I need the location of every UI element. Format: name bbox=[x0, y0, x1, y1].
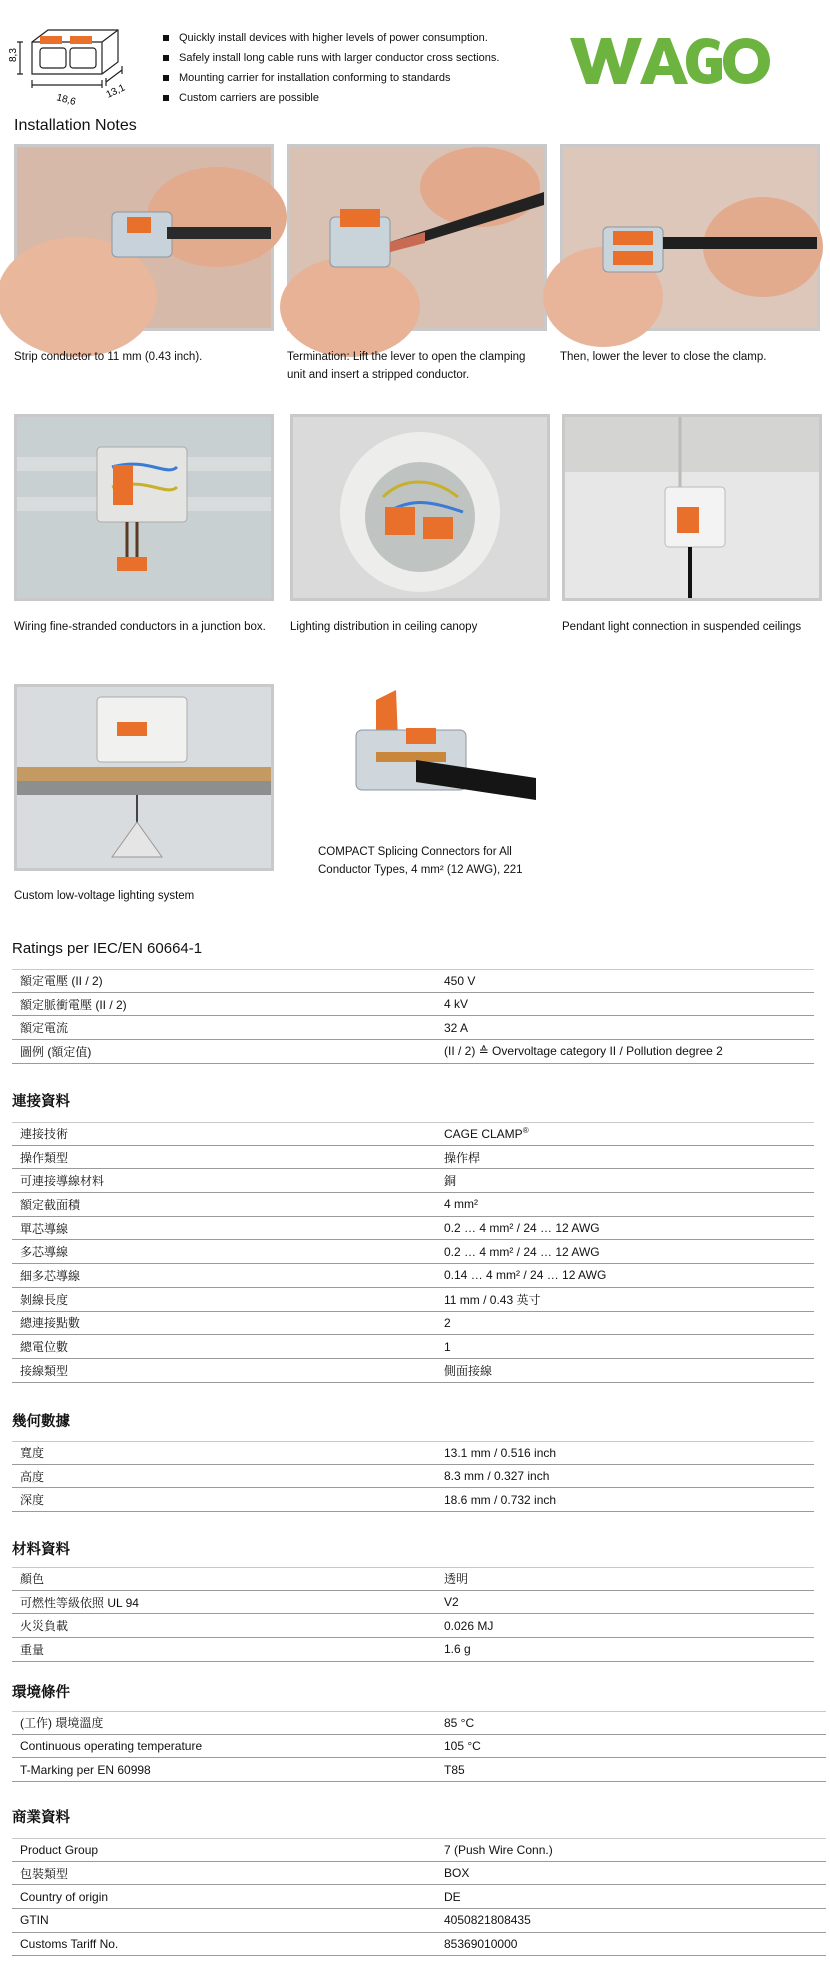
spec-label: 連接技術 bbox=[20, 1127, 69, 1142]
spec-label: 多芯導線 bbox=[20, 1245, 69, 1260]
commercial-title: 商業資料 bbox=[12, 1810, 70, 1826]
spec-label: 可連接導線材料 bbox=[20, 1174, 105, 1189]
table-row bbox=[12, 1441, 814, 1465]
table-row bbox=[12, 1169, 814, 1193]
geometry-table bbox=[12, 1441, 814, 1512]
spec-label: 顏色 bbox=[20, 1572, 45, 1587]
photo-junction-box bbox=[14, 414, 274, 601]
spec-label: 深度 bbox=[20, 1493, 45, 1508]
spec-label: 單芯導線 bbox=[20, 1221, 69, 1236]
connection-table bbox=[12, 1122, 814, 1383]
material-title: 材料資料 bbox=[12, 1542, 70, 1558]
spec-value: 13.1 mm / 0.516 inch bbox=[444, 1445, 557, 1460]
spec-value: (II / 2) ≙ Overvoltage category II / Pollution degree 2 bbox=[444, 1044, 723, 1059]
feature-item: Safely install long cable runs with larger conductor cross sections. bbox=[163, 48, 499, 68]
spec-value: 銅 bbox=[444, 1174, 457, 1189]
environment-table bbox=[12, 1711, 826, 1782]
table-row bbox=[12, 1122, 814, 1146]
material-table bbox=[12, 1567, 814, 1662]
spec-value: 105 °C bbox=[444, 1739, 481, 1754]
table-row bbox=[12, 1909, 826, 1933]
connector-dimension-drawing bbox=[10, 22, 140, 106]
wago-logo bbox=[570, 32, 770, 90]
spec-value: 4050821808435 bbox=[444, 1913, 531, 1928]
table-row bbox=[12, 1838, 826, 1862]
table-row bbox=[12, 1488, 814, 1512]
photo-strip-conductor bbox=[14, 144, 274, 331]
table-row bbox=[12, 1264, 814, 1288]
spec-label: Country of origin bbox=[20, 1889, 109, 1904]
photo-close-clamp bbox=[560, 144, 820, 331]
spec-value: 0.026 MJ bbox=[444, 1618, 494, 1633]
spec-value: 8.3 mm / 0.327 inch bbox=[444, 1469, 550, 1484]
spec-label: Customs Tariff No. bbox=[20, 1937, 119, 1952]
spec-label: 細多芯導線 bbox=[20, 1268, 81, 1283]
spec-value: 1 bbox=[444, 1339, 451, 1354]
feature-item: Mounting carrier for installation conforming to standards bbox=[163, 68, 499, 88]
spec-label: Product Group bbox=[20, 1842, 99, 1857]
spec-label: 寬度 bbox=[20, 1446, 45, 1461]
table-row bbox=[12, 1591, 814, 1615]
spec-label: 額定電壓 (II / 2) bbox=[20, 974, 103, 989]
commercial-table bbox=[12, 1838, 826, 1956]
table-row bbox=[12, 1638, 814, 1662]
table-row bbox=[12, 1862, 826, 1886]
spec-label: 額定電流 bbox=[20, 1021, 69, 1036]
caption-termination: Termination: Lift the lever to open the clamping unit and insert a stripped conductor. bbox=[287, 351, 526, 381]
feature-item: Custom carriers are possible bbox=[163, 88, 499, 108]
caption-junction-box: Wiring fine-stranded conductors in a junction box. bbox=[14, 621, 266, 633]
spec-value: 4 kV bbox=[444, 997, 469, 1012]
spec-value: 0.14 … 4 mm² / 24 … 12 AWG bbox=[444, 1268, 607, 1283]
spec-label: 總電位數 bbox=[20, 1340, 69, 1355]
spec-label: T-Marking per EN 60998 bbox=[20, 1762, 151, 1777]
table-row bbox=[12, 1465, 814, 1489]
spec-value: V2 bbox=[444, 1595, 459, 1610]
photo-compact-connector bbox=[336, 690, 544, 814]
dim-width-label: 13,1 bbox=[104, 82, 127, 101]
spec-value: 4 mm² bbox=[444, 1197, 478, 1212]
table-row bbox=[12, 1359, 814, 1383]
spec-label: 重量 bbox=[20, 1642, 45, 1657]
spec-label: 操作類型 bbox=[20, 1150, 69, 1165]
spec-label: 高度 bbox=[20, 1469, 45, 1484]
table-row bbox=[12, 1288, 814, 1312]
spec-value: 操作桿 bbox=[444, 1150, 481, 1165]
spec-value: 18.6 mm / 0.732 inch bbox=[444, 1492, 557, 1507]
table-row bbox=[12, 1016, 814, 1040]
photo-ceiling-canopy bbox=[290, 414, 550, 601]
spec-label: 包裝類型 bbox=[20, 1866, 69, 1881]
spec-value: 450 V bbox=[444, 973, 476, 988]
dim-length-label: 18,6 bbox=[55, 92, 77, 108]
spec-label: 總連接點數 bbox=[20, 1316, 81, 1331]
caption-ceiling-canopy: Lighting distribution in ceiling canopy bbox=[290, 621, 478, 633]
table-row bbox=[12, 1885, 826, 1909]
spec-value: 11 mm / 0.43 英寸 bbox=[444, 1292, 541, 1307]
photo-low-voltage-lighting bbox=[14, 684, 274, 871]
caption-compact-connector: COMPACT Splicing Connectors for All Conductor Types, 4 mm² (12 AWG), 221 bbox=[318, 846, 523, 876]
cage-clamp-text: CAGE CLAMP bbox=[444, 1127, 523, 1142]
spec-label: Continuous operating temperature bbox=[20, 1739, 203, 1754]
spec-value: 0.2 … 4 mm² / 24 … 12 AWG bbox=[444, 1221, 600, 1236]
ratings-table bbox=[12, 969, 814, 1064]
table-row bbox=[12, 1312, 814, 1336]
table-row bbox=[12, 1711, 826, 1735]
table-row bbox=[12, 1614, 814, 1638]
registered-mark: ® bbox=[522, 1126, 529, 1136]
table-row bbox=[12, 1240, 814, 1264]
spec-value: 32 A bbox=[444, 1020, 469, 1035]
spec-value: 2 bbox=[444, 1315, 451, 1330]
table-row bbox=[12, 1567, 814, 1591]
table-row bbox=[12, 1758, 826, 1782]
ratings-title: Ratings per IEC/EN 60664-1 bbox=[12, 940, 203, 957]
spec-value: 0.2 … 4 mm² / 24 … 12 AWG bbox=[444, 1244, 600, 1259]
spec-label: GTIN bbox=[20, 1913, 49, 1928]
connection-title: 連接資料 bbox=[12, 1094, 70, 1110]
spec-label: 額定脈衝電壓 (II / 2) bbox=[20, 997, 127, 1012]
table-row bbox=[12, 1040, 814, 1064]
spec-value: DE bbox=[444, 1889, 461, 1904]
spec-label: 接線類型 bbox=[20, 1363, 69, 1378]
feature-item: Quickly install devices with higher levels of power consumption. bbox=[163, 28, 499, 48]
spec-value: 7 (Push Wire Conn.) bbox=[444, 1842, 553, 1857]
spec-label: (工作) 環境溫度 bbox=[20, 1716, 104, 1731]
spec-value: 85369010000 bbox=[444, 1937, 518, 1952]
caption-low-voltage: Custom low-voltage lighting system bbox=[14, 890, 195, 902]
spec-value: 透明 bbox=[444, 1572, 469, 1587]
table-row bbox=[12, 1193, 814, 1217]
spec-label: 額定截面積 bbox=[20, 1197, 81, 1212]
feature-list bbox=[163, 28, 499, 108]
spec-value: 1.6 g bbox=[444, 1642, 471, 1657]
spec-value: T85 bbox=[444, 1762, 465, 1777]
table-row bbox=[12, 1217, 814, 1241]
spec-label: 可燃性等級依照 UL 94 bbox=[20, 1595, 139, 1610]
spec-value: 側面接線 bbox=[444, 1363, 493, 1378]
spec-value: BOX bbox=[444, 1866, 470, 1881]
photo-pendant-light bbox=[562, 414, 822, 601]
caption-strip: Strip conductor to 11 mm (0.43 inch). bbox=[14, 351, 203, 363]
table-row bbox=[12, 1735, 826, 1759]
dim-height-label: 8,3 bbox=[8, 48, 19, 62]
installation-notes-title: Installation Notes bbox=[14, 117, 137, 134]
table-row bbox=[12, 993, 814, 1017]
table-row bbox=[12, 1933, 826, 1957]
spec-label: 圖例 (額定值) bbox=[20, 1044, 92, 1059]
caption-close-clamp: Then, lower the lever to close the clamp. bbox=[560, 351, 767, 363]
product-header bbox=[0, 0, 830, 115]
spec-value bbox=[444, 1126, 814, 1141]
caption-pendant-light: Pendant light connection in suspended ceilings bbox=[562, 621, 802, 633]
photo-termination bbox=[287, 144, 547, 331]
environment-title: 環境條件 bbox=[12, 1685, 70, 1701]
spec-value: 85 °C bbox=[444, 1715, 475, 1730]
table-row bbox=[12, 1335, 814, 1359]
spec-label: 剝線長度 bbox=[20, 1292, 69, 1307]
table-row bbox=[12, 969, 814, 993]
geometry-title: 幾何數據 bbox=[12, 1414, 70, 1430]
table-row bbox=[12, 1146, 814, 1170]
spec-label: 火災負載 bbox=[20, 1619, 69, 1634]
